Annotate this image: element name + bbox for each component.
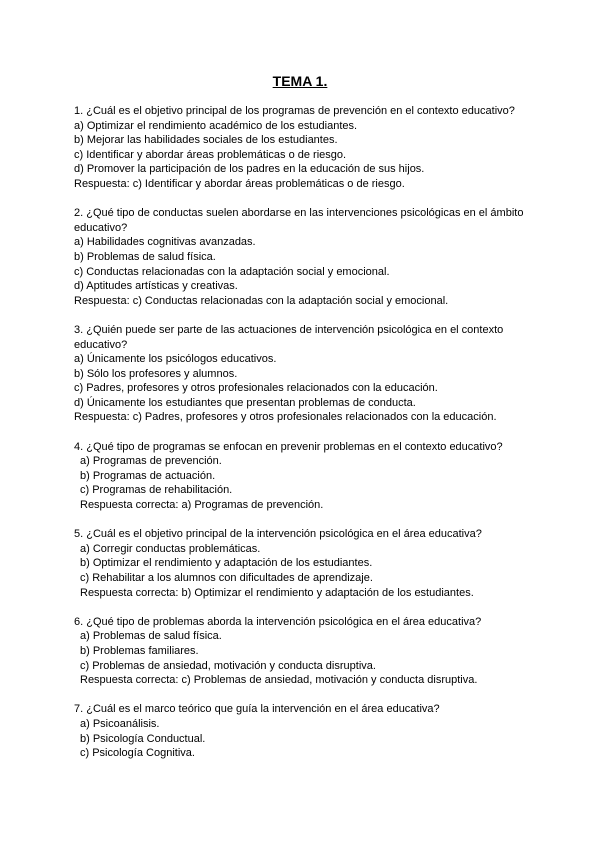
question-block-7 xyxy=(74,702,544,760)
option-c: c) Rehabilitar a los alumnos con dificultades de aprendizaje. xyxy=(80,572,373,584)
option-d: d) Promover la participación de los padres en la educación de sus hijos. xyxy=(74,163,425,176)
option-a: a) Corregir conductas problemáticas. xyxy=(80,542,261,555)
option-a: a) Programas de prevención. xyxy=(80,455,222,468)
answer-text: Respuesta correcta: a) Programas de prevención. xyxy=(80,499,324,512)
answer-text: Respuesta: c) Conductas relacionadas con la adaptación social y emocional. xyxy=(74,294,449,307)
option-a: a) Optimizar el rendimiento académico de los estudiantes. xyxy=(74,119,358,132)
question-text: 6. ¿Qué tipo de problemas aborda la intervención psicológica en el área educativa? xyxy=(74,615,482,628)
option-b: b) Mejorar las habilidades sociales de los estudiantes. xyxy=(74,134,338,147)
option-b: b) Problemas de salud física. xyxy=(74,250,216,263)
option-b: b) Problemas familiares. xyxy=(80,644,199,657)
answer-text: Respuesta: c) Identificar y abordar áreas problemáticas o de riesgo. xyxy=(74,177,405,190)
option-a: a) Habilidades cognitivas avanzadas. xyxy=(74,236,256,249)
question-text: 1. ¿Cuál es el objetivo principal de los programas de prevención en el contexto educativo? xyxy=(74,105,515,117)
option-c: c) Identificar y abordar áreas problemáticas o de riesgo. xyxy=(74,148,347,161)
option-d: d) Aptitudes artísticas y creativas. xyxy=(74,280,238,293)
option-b: b) Programas de actuación. xyxy=(80,469,216,482)
answer-text: Respuesta correcta: b) Optimizar el rendimiento y adaptación de los estudiantes. xyxy=(80,586,474,599)
option-b: b) Optimizar el rendimiento y adaptación de los estudiantes. xyxy=(80,557,373,570)
question-text: 3. ¿Quién puede ser parte de las actuaciones de intervención psicológica en el contexto educativo? xyxy=(74,323,504,351)
answer-text: Respuesta: c) Padres, profesores y otros profesionales relacionados con la educación. xyxy=(74,411,497,424)
option-b: b) Psicología Conductual. xyxy=(80,732,206,745)
question-block-5 xyxy=(74,527,544,600)
option-a: a) Psicoanálisis. xyxy=(80,717,160,730)
option-b: b) Sólo los profesores y alumnos. xyxy=(74,367,238,380)
question-block-3 xyxy=(74,323,544,425)
answer-text: Respuesta correcta: c) Problemas de ansiedad, motivación y conducta disruptiva. xyxy=(80,674,478,687)
question-list xyxy=(74,104,544,775)
document-title: TEMA 1. xyxy=(272,73,328,89)
question-text: 2. ¿Qué tipo de conductas suelen abordarse en las intervenciones psicológicas en el ámbito educativo? xyxy=(74,207,524,234)
option-c: c) Conductas relacionadas con la adaptación social y emocional. xyxy=(74,265,390,278)
question-block-4 xyxy=(74,440,544,513)
question-text: 4. ¿Qué tipo de programas se enfocan en prevenir problemas en el contexto educativo? xyxy=(74,440,503,453)
option-c: c) Padres, profesores y otros profesionales relacionados con la educación. xyxy=(74,382,438,395)
option-a: a) Únicamente los psicólogos educativos. xyxy=(74,353,277,366)
option-d: d) Únicamente los estudiantes que presentan problemas de conducta. xyxy=(74,396,416,409)
option-a: a) Problemas de salud física. xyxy=(80,630,222,643)
option-c: c) Problemas de ansiedad, motivación y conducta disruptiva. xyxy=(80,659,376,672)
option-c: c) Psicología Cognitiva. xyxy=(80,747,195,760)
option-c: c) Programas de rehabilitación. xyxy=(80,484,233,497)
question-block-2 xyxy=(74,206,544,308)
question-text: 5. ¿Cuál es el objetivo principal de la intervención psicológica en el área educativa? xyxy=(74,528,482,541)
question-text: 7. ¿Cuál es el marco teórico que guía la intervención en el área educativa? xyxy=(74,703,440,716)
question-block-6 xyxy=(74,615,544,688)
question-block-1 xyxy=(74,104,544,192)
